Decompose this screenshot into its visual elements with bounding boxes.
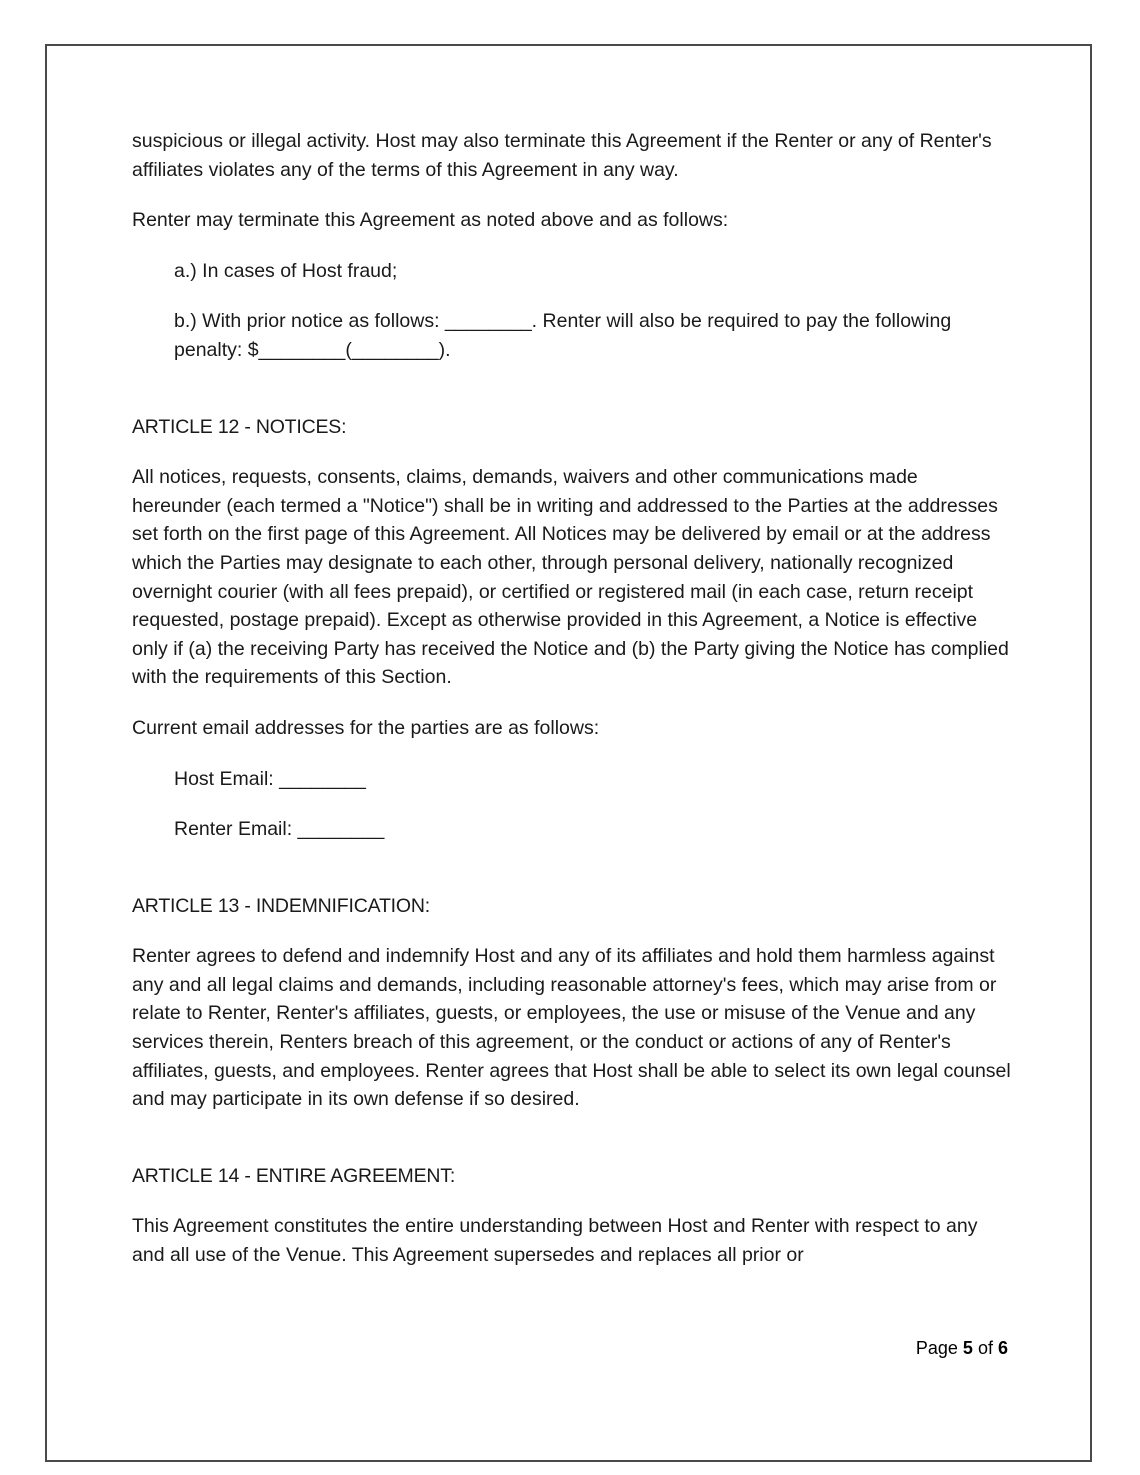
of-word: of: [977, 1338, 993, 1358]
article-12-paragraph: All notices, requests, consents, claims, demands, waivers and other communications made hereunder (each termed a "Notice") shall be in writing and addressed to the Parties at the addresses set forth on the first page of this Agreement. All Notices may be delivered by email or at the address which the Parties may designate to each other, through personal delivery, nationally recognized overnight courier (with all fees prepaid), or certified or registered mail (in each case, return receipt requested, postage prepaid). Except as otherwise provided in this Agreement, a Notice is effective only if (a) the receiving Party has received the Notice and (b) the Party giving the Notice has complied with the requirements of this Section.: [132, 466, 1009, 689]
article-14-heading: ARTICLE 14 - ENTIRE AGREEMENT:: [132, 1164, 456, 1187]
paragraph-termination-host: suspicious or illegal activity. Host may also terminate this Agreement if the Renter or any of Renter's affiliates violates any of the terms of this Agreement in any way.: [132, 130, 992, 181]
current-page-number: 5: [962, 1338, 973, 1358]
page-number: [916, 1338, 1008, 1359]
renter-email-line: Renter Email: ________: [174, 818, 385, 841]
page-word: Page: [915, 1338, 958, 1358]
document-body: [132, 127, 1012, 1292]
host-email-line: Host Email: ________: [174, 767, 366, 790]
article-12-email-intro: Current email addresses for the parties are as follows:: [132, 716, 600, 739]
article-13-heading: ARTICLE 13 - INDEMNIFICATION:: [132, 894, 430, 917]
article-12-heading: ARTICLE 12 - NOTICES:: [132, 415, 347, 438]
article-14-paragraph: This Agreement constitutes the entire understanding between Host and Renter with respect to any and all use of the Venue. This Agreement supersedes and replaces all prior or: [132, 1215, 978, 1267]
list-item-a: a.) In cases of Host fraud;: [174, 259, 398, 282]
total-pages-number: 6: [997, 1338, 1008, 1358]
article-13-paragraph: Renter agrees to defend and indemnify Host and any of its affiliates and hold them harmless against any and all legal claims and demands, including reasonable attorney's fees, which may arise from or relate to Renter, Renter's affiliates, guests, or employees, the use or misuse of the Venue and any services therein, Renters breach of this agreement, or the conduct or actions of any of Renter's affiliates, guests, and employees. Renter agrees that Host shall be able to select its own legal counsel and may participate in its own defense if so desired.: [132, 945, 1011, 1111]
paragraph-termination-renter: Renter may terminate this Agreement as noted above and as follows:: [132, 209, 729, 232]
list-item-b: b.) With prior notice as follows: ________. Renter will also be required to pay the following penalty: $________(________).: [174, 310, 952, 361]
